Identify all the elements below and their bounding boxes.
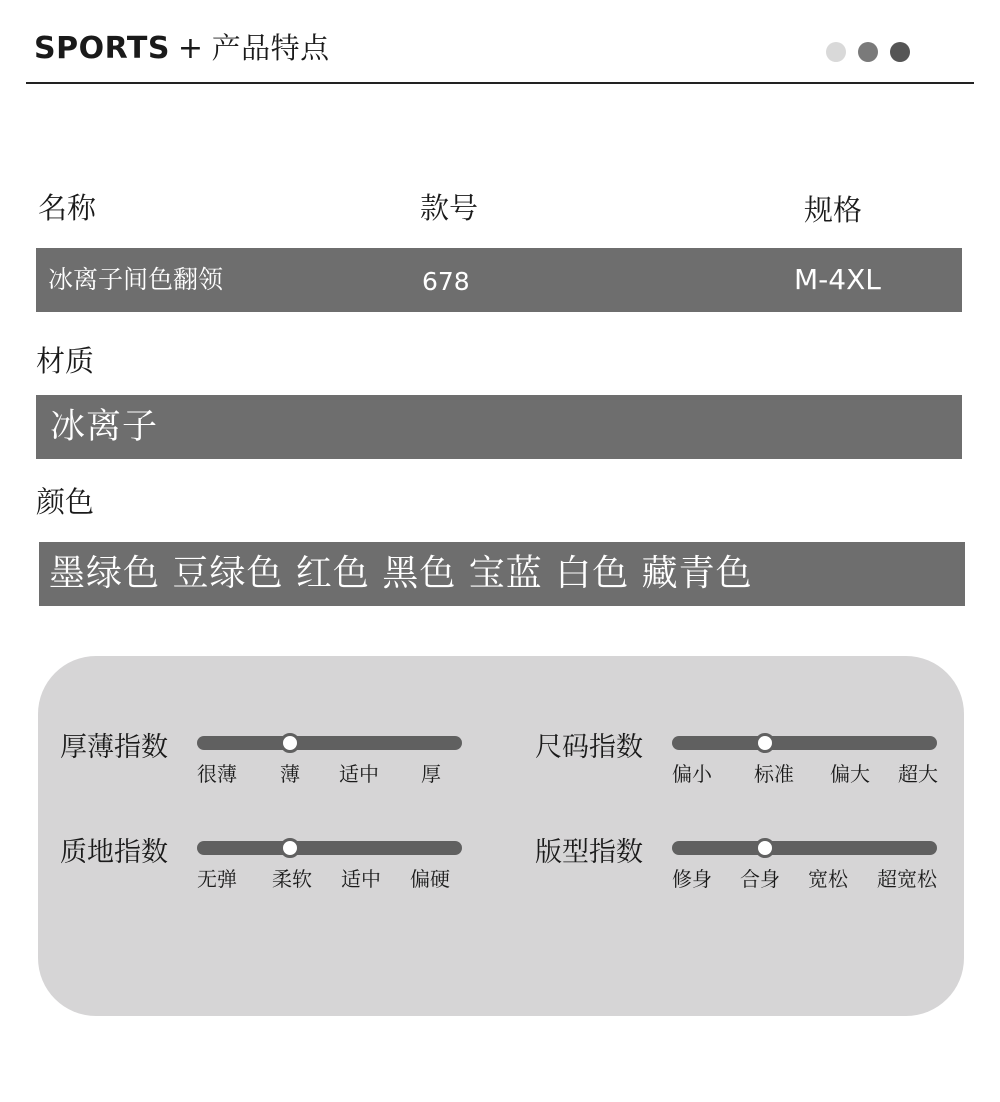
- color-options-value: 墨绿色 豆绿色 红色 黑色 宝蓝 白色 藏青色: [49, 553, 753, 594]
- material-label: 材质: [36, 344, 95, 378]
- fit-tick-4: 超宽松: [877, 867, 937, 891]
- texture-tick-1: 无弹: [197, 867, 237, 891]
- thickness-slider-track: [197, 736, 462, 750]
- texture-tick-4: 偏硬: [410, 867, 450, 891]
- color-label: 颜色: [36, 485, 95, 519]
- brand-name: SPORTS: [34, 31, 170, 66]
- texture-slider-knob[interactable]: [280, 838, 300, 858]
- fit-slider-knob[interactable]: [755, 838, 775, 858]
- thickness-tick-2: 薄: [280, 762, 300, 786]
- size-index-label: 尺码指数: [535, 732, 643, 763]
- texture-index-label: 质地指数: [60, 837, 168, 868]
- color-bar: [39, 542, 965, 606]
- fit-tick-3: 宽松: [808, 867, 848, 891]
- thickness-tick-4: 厚: [421, 762, 441, 786]
- index-panel: [38, 656, 964, 1016]
- thickness-slider-knob[interactable]: [280, 733, 300, 753]
- fit-index-label: 版型指数: [535, 837, 643, 868]
- texture-slider-track: [197, 841, 462, 855]
- page-dot-1: [826, 42, 846, 62]
- material-bar: [36, 395, 962, 459]
- style-label: 款号: [420, 191, 479, 225]
- size-tick-2: 标准: [754, 762, 794, 786]
- texture-tick-3: 适中: [341, 867, 381, 891]
- style-number-value: 678: [422, 267, 470, 296]
- size-tick-1: 偏小: [672, 762, 712, 786]
- thickness-tick-1: 很薄: [197, 762, 237, 786]
- product-name-value: 冰离子间色翻领: [48, 265, 224, 294]
- page-dot-2: [858, 42, 878, 62]
- product-info-bar: [36, 248, 962, 312]
- size-tick-4: 超大: [898, 762, 938, 786]
- brand-header: [34, 28, 330, 69]
- size-range-value: M-4XL: [794, 263, 881, 296]
- size-slider-knob[interactable]: [755, 733, 775, 753]
- size-slider-track: [672, 736, 937, 750]
- fit-slider-track: [672, 841, 937, 855]
- plus-sign: +: [177, 31, 204, 66]
- name-label: 名称: [38, 191, 97, 225]
- texture-tick-2: 柔软: [272, 867, 312, 891]
- page-dot-3: [890, 42, 910, 62]
- size-tick-3: 偏大: [830, 762, 870, 786]
- header-subtitle: 产品特点: [211, 31, 330, 65]
- material-value: 冰离子: [50, 407, 159, 447]
- thickness-tick-3: 适中: [339, 762, 379, 786]
- fit-tick-1: 修身: [672, 867, 712, 891]
- size-label: 规格: [804, 193, 863, 227]
- fit-tick-2: 合身: [740, 867, 780, 891]
- header-divider: [26, 82, 974, 84]
- thickness-index-label: 厚薄指数: [60, 732, 168, 763]
